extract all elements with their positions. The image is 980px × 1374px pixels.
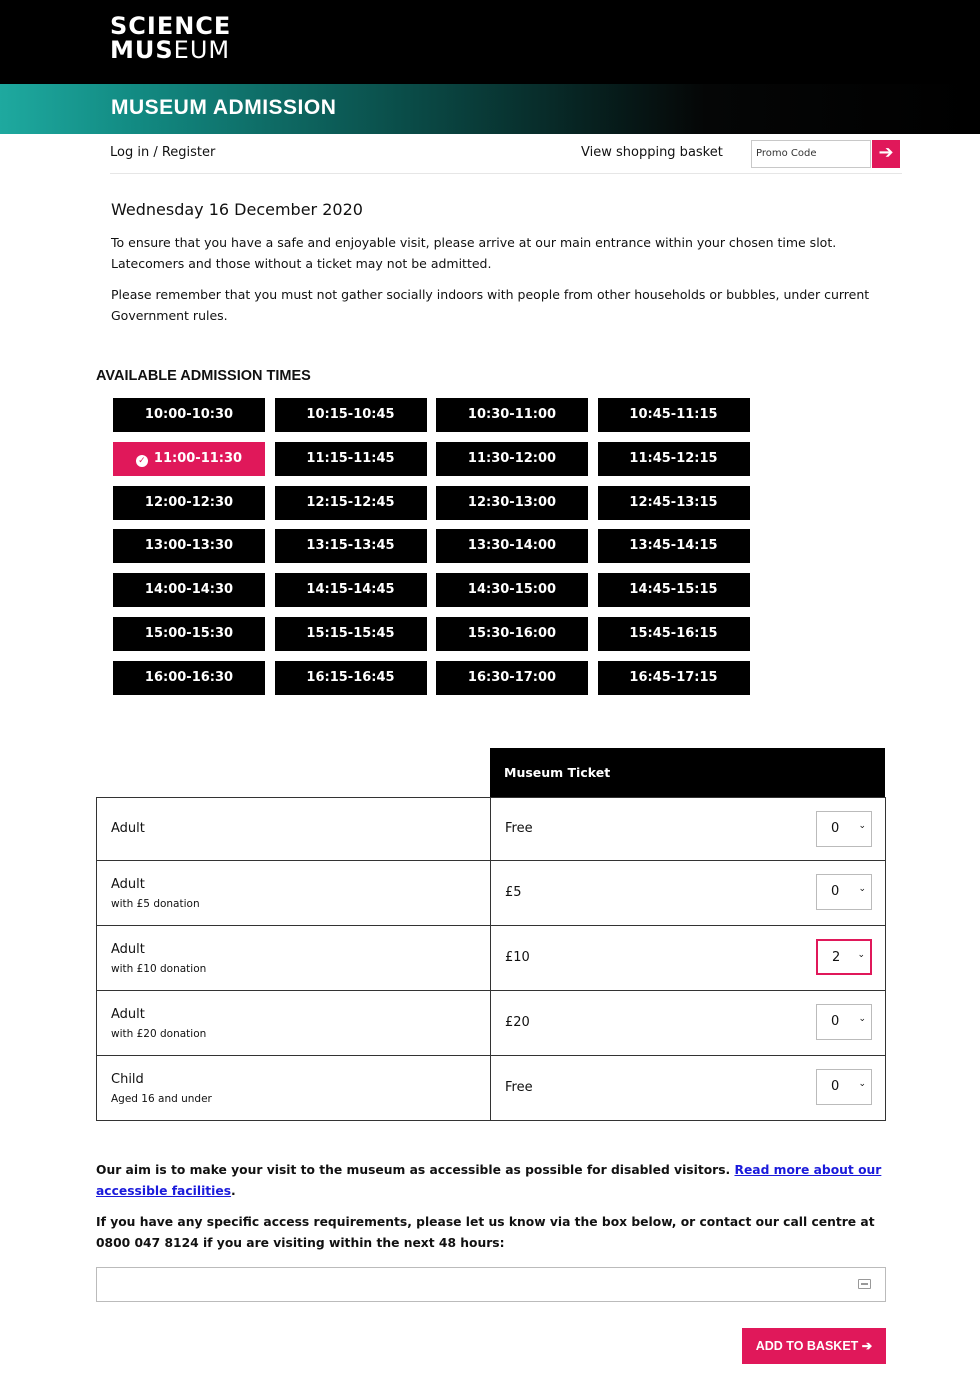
ticket-type-cell: [97, 798, 491, 860]
check-circle-icon: ✓: [136, 455, 148, 467]
ticket-price: £20: [505, 1015, 530, 1030]
time-slot-label: 16:30-17:00: [467, 669, 557, 685]
distancing-notice: Please remember that you must not gather socially indoors with people from other households or bubbles, under current Government rules.: [111, 287, 870, 323]
logo-line2: [110, 38, 231, 62]
time-slot-button[interactable]: [113, 617, 265, 651]
accessibility-text: Our aim is to make your visit to the museum as accessible as possible for disabled visitors.: [96, 1163, 735, 1177]
time-slot-button[interactable]: [436, 661, 588, 695]
quantity-select[interactable]: [816, 939, 872, 975]
ticket-row: [96, 861, 886, 926]
page-title: MUSEUM ADMISSION: [111, 96, 337, 119]
time-slot-button[interactable]: [598, 573, 750, 607]
ticket-type-name: Adult: [111, 1007, 145, 1022]
promo-submit-button[interactable]: [872, 140, 900, 168]
time-slot-label: 16:45-17:15: [629, 669, 718, 685]
access-requirements-info: If you have any specific access requirements, please let us know via the box below, or contact our call centre at 0800 047 8124 if you are visiting within the next 48 hours:: [96, 1215, 875, 1250]
accessible-facilities-link[interactable]: Read more about our accessible facilities: [96, 1163, 882, 1198]
ticket-price: Free: [505, 1080, 533, 1095]
time-slot-label: 12:45-13:15: [629, 494, 718, 510]
promo-code-input[interactable]: Promo Code: [751, 140, 871, 168]
ticket-type-subtitle: with £5 donation: [111, 898, 200, 910]
time-slot-label: 15:15-15:45: [306, 626, 395, 641]
quantity-value: 2: [832, 950, 841, 965]
time-slot-label: 12:15-12:45: [306, 494, 395, 510]
ticket-price: £5: [505, 885, 522, 900]
time-slot-button[interactable]: [113, 398, 265, 432]
ticket-type-name: Adult: [111, 821, 145, 836]
science-museum-logo[interactable]: [110, 14, 231, 62]
time-slot-label: 16:15-16:45: [306, 669, 395, 685]
quantity-select[interactable]: [816, 874, 872, 910]
time-slot-button[interactable]: [275, 442, 427, 476]
arrival-notice: To ensure that you have a safe and enjoyable visit, please arrive at our main entrance within your chosen time slot. Latecomers and those without a ticket may not be admitted.: [111, 235, 837, 271]
time-slot-button[interactable]: [113, 442, 265, 476]
time-slot-button[interactable]: [436, 398, 588, 432]
time-slot-label: 10:30-11:00: [467, 407, 557, 422]
chevron-down-icon: ⌄: [858, 821, 866, 831]
ticket-row: [96, 1056, 886, 1121]
time-slot-label: 14:45-15:15: [629, 582, 718, 598]
time-slot-button[interactable]: [598, 529, 750, 563]
arrow-right-icon: ➔: [861, 1339, 873, 1353]
keyboard-icon: [858, 1279, 871, 1289]
quantity-value: 0: [831, 821, 840, 836]
add-to-basket-label: ADD TO BASKET: [755, 1339, 859, 1353]
accessibility-text-end: .: [231, 1184, 236, 1198]
time-slot-button[interactable]: [436, 617, 588, 651]
time-slot-label: 12:00-12:30: [144, 494, 234, 510]
login-register-link[interactable]: Log in / Register: [110, 145, 216, 160]
quantity-value: 0: [831, 884, 840, 899]
time-slot-label: 11:15-11:45: [306, 450, 395, 466]
time-slot-button[interactable]: [275, 529, 427, 563]
time-slot-button[interactable]: [113, 573, 265, 607]
time-slot-button[interactable]: [275, 398, 427, 432]
ticket-price-cell: [491, 991, 886, 1055]
time-slot-button[interactable]: [598, 486, 750, 520]
ticket-type-cell: [97, 861, 491, 925]
ticket-price: Free: [505, 821, 533, 836]
time-slot-label: 11:45-12:15: [629, 450, 718, 466]
time-slot-button[interactable]: [113, 529, 265, 563]
time-slot-button[interactable]: [436, 486, 588, 520]
time-slot-button[interactable]: [275, 486, 427, 520]
ticket-row: [96, 926, 886, 991]
add-to-basket-button[interactable]: [742, 1328, 886, 1364]
quantity-value: 0: [831, 1014, 840, 1029]
admission-times-heading: AVAILABLE ADMISSION TIMES: [96, 368, 311, 384]
time-slot-label: 13:00-13:30: [144, 538, 234, 554]
ticket-type-cell: [97, 1056, 491, 1120]
accessibility-info: [96, 1160, 886, 1202]
ticket-type-subtitle: Aged 16 and under: [111, 1093, 212, 1105]
chevron-down-icon: ⌄: [858, 1014, 866, 1024]
time-slot-button[interactable]: [113, 486, 265, 520]
ticket-type-name: Child: [111, 1072, 144, 1087]
time-slot-label: 11:30-12:00: [467, 450, 557, 466]
page-banner: [0, 84, 980, 134]
time-slot-button[interactable]: [598, 617, 750, 651]
access-requirements-input[interactable]: [96, 1267, 886, 1302]
time-slot-label: 13:15-13:45: [306, 538, 395, 554]
ticket-type-subtitle: with £10 donation: [111, 963, 207, 975]
time-slot-label: 15:45-16:15: [629, 626, 718, 641]
chevron-down-icon: ⌄: [858, 1079, 866, 1089]
arrow-right-icon: ➔: [878, 142, 894, 163]
time-slot-label: 16:00-16:30: [144, 669, 234, 685]
ticket-type-cell: [97, 991, 491, 1055]
time-slot-label: 14:00-14:30: [144, 582, 234, 598]
time-slot-button[interactable]: [275, 573, 427, 607]
ticket-price-cell: [491, 861, 886, 925]
time-slot-label: 15:00-15:30: [144, 626, 234, 641]
time-slot-button[interactable]: [598, 398, 750, 432]
ticket-row: [96, 991, 886, 1056]
account-nav: [110, 134, 902, 174]
ticket-price-cell: [491, 926, 886, 990]
time-slot-button[interactable]: [113, 661, 265, 695]
time-slot-button[interactable]: [598, 442, 750, 476]
ticket-column-header: Museum Ticket: [490, 748, 885, 797]
time-slot-label: 11:00-11:30: [153, 450, 243, 466]
view-basket-link[interactable]: View shopping basket: [581, 145, 723, 160]
time-slot-button[interactable]: [598, 661, 750, 695]
visit-date: Wednesday 16 December 2020: [111, 200, 363, 219]
ticket-price: £10: [505, 950, 530, 965]
logo-line1: SCIENCE: [110, 12, 232, 40]
time-slot-label: 14:15-14:45: [306, 582, 395, 598]
ticket-price-cell: [491, 798, 886, 860]
time-slot-label: 13:45-14:15: [629, 538, 718, 554]
time-slot-button[interactable]: [436, 442, 588, 476]
top-bar: [0, 0, 980, 84]
ticket-type-cell: [97, 926, 491, 990]
time-slot-label: 12:30-13:00: [467, 494, 557, 510]
time-slot-button[interactable]: [275, 661, 427, 695]
time-slot-button[interactable]: [275, 617, 427, 651]
ticket-row: [96, 797, 886, 861]
time-slot-button[interactable]: [436, 573, 588, 607]
time-slot-label: 10:00-10:30: [144, 407, 234, 422]
chevron-down-icon: ⌄: [857, 950, 865, 960]
time-slot-label: 14:30-15:00: [467, 582, 557, 598]
quantity-value: 0: [831, 1079, 840, 1094]
time-slot-label: 15:30-16:00: [467, 626, 557, 641]
time-slot-label: 13:30-14:00: [467, 538, 557, 554]
quantity-select[interactable]: [816, 811, 872, 847]
ticket-type-name: Adult: [111, 877, 145, 892]
logo-line2-light: EUM: [173, 36, 231, 64]
ticket-type-subtitle: with £20 donation: [111, 1028, 207, 1040]
time-slot-label: 10:15-10:45: [306, 407, 395, 422]
logo-line2-bold: MUS: [110, 36, 174, 64]
chevron-down-icon: ⌄: [858, 884, 866, 894]
time-slot-label: 10:45-11:15: [629, 407, 718, 422]
time-slot-button[interactable]: [436, 529, 588, 563]
ticket-type-name: Adult: [111, 942, 145, 957]
quantity-select[interactable]: [816, 1069, 872, 1105]
quantity-select[interactable]: [816, 1004, 872, 1040]
ticket-price-cell: [491, 1056, 886, 1120]
